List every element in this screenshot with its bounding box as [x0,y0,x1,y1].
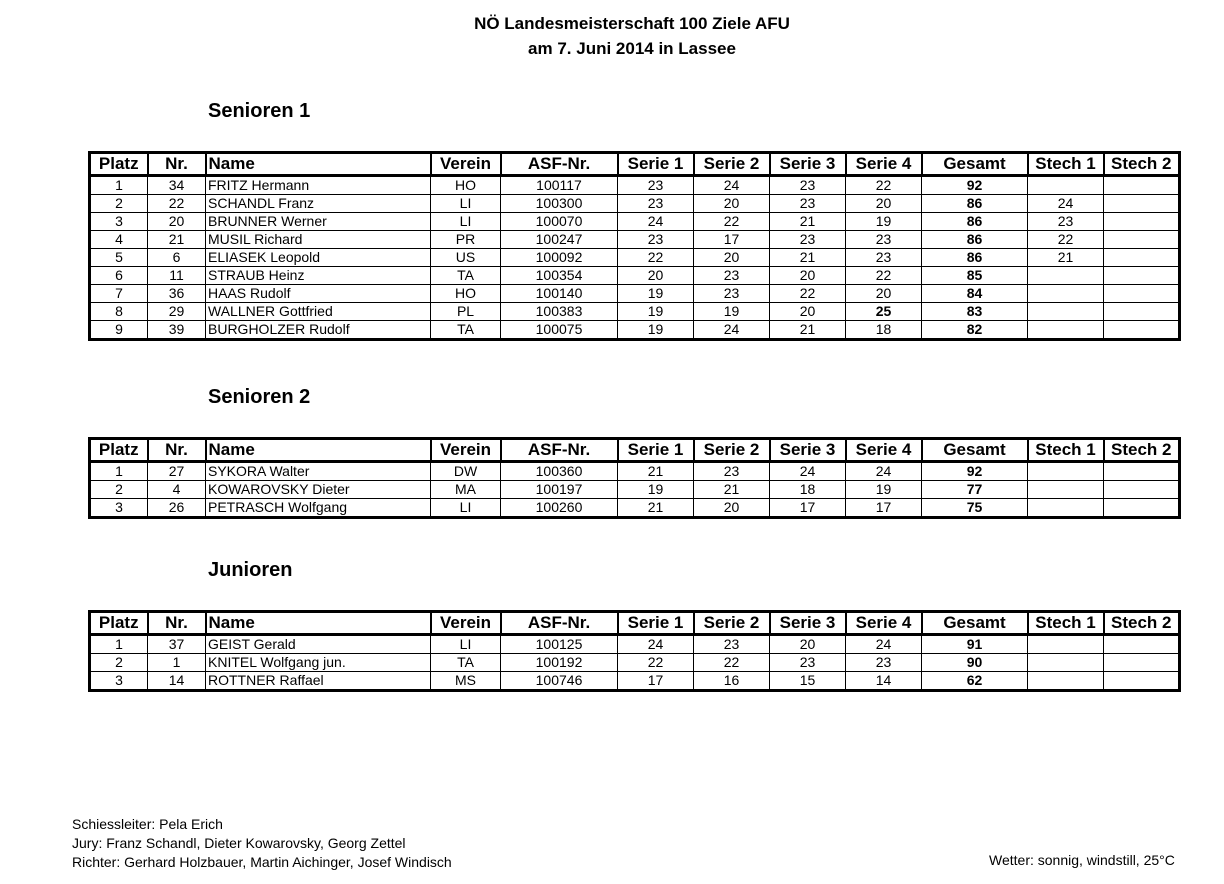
cell-serie-2: 20 [694,499,770,518]
cell-asf-nr: 100354 [501,267,618,285]
cell-gesamt: 92 [922,462,1028,481]
footer-line-schiessleiter: Schiessleiter: Pela Erich [72,816,223,832]
cell-verein: HO [431,176,501,195]
cell-serie-2: 19 [694,303,770,321]
cell-serie-4: 17 [846,499,922,518]
table-row [90,654,1180,672]
cell-verein: PL [431,303,501,321]
cell-serie-1: 21 [618,499,694,518]
cell-nr: 37 [148,635,206,654]
cell-gesamt: 92 [922,176,1028,195]
cell-serie-1: 19 [618,303,694,321]
column-header-name: Name [206,153,431,176]
cell-gesamt: 83 [922,303,1028,321]
column-header-stech-1: Stech 1 [1028,612,1104,635]
cell-stech-2 [1104,654,1180,672]
cell-platz: 2 [90,481,148,499]
cell-name: KNITEL Wolfgang jun. [206,654,431,672]
cell-stech-2 [1104,499,1180,518]
column-header-stech-2: Stech 2 [1104,612,1180,635]
cell-platz: 6 [90,267,148,285]
table-row [90,303,1180,321]
column-header-serie-1: Serie 1 [618,439,694,462]
column-header-gesamt: Gesamt [922,439,1028,462]
table-row [90,176,1180,195]
cell-serie-1: 19 [618,285,694,303]
cell-gesamt: 90 [922,654,1028,672]
cell-platz: 8 [90,303,148,321]
cell-nr: 6 [148,249,206,267]
footer-line-richter: Richter: Gerhard Holzbauer, Martin Aichinger, Josef Windisch [72,854,452,870]
cell-gesamt: 75 [922,499,1028,518]
cell-name: PETRASCH Wolfgang [206,499,431,518]
table-row [90,213,1180,231]
table-row [90,481,1180,499]
cell-nr: 21 [148,231,206,249]
cell-serie-2: 23 [694,462,770,481]
cell-platz: 7 [90,285,148,303]
cell-serie-4: 24 [846,635,922,654]
column-header-asf-nr: ASF-Nr. [501,612,618,635]
column-header-serie-1: Serie 1 [618,612,694,635]
cell-serie-4: 20 [846,195,922,213]
cell-asf-nr: 100300 [501,195,618,213]
section-title-senioren-1: Senioren 1 [208,100,311,122]
cell-asf-nr: 100075 [501,321,618,340]
cell-serie-4: 19 [846,213,922,231]
cell-name: STRAUB Heinz [206,267,431,285]
cell-nr: 4 [148,481,206,499]
footer-weather: Wetter: sonnig, windstill, 25°C [989,852,1175,868]
table-body [90,635,1180,691]
cell-platz: 5 [90,249,148,267]
cell-stech-2 [1104,303,1180,321]
column-header-verein: Verein [431,439,501,462]
cell-name: FRITZ Hermann [206,176,431,195]
cell-asf-nr: 100383 [501,303,618,321]
cell-serie-2: 16 [694,672,770,691]
cell-serie-3: 15 [770,672,846,691]
cell-asf-nr: 100092 [501,249,618,267]
column-header-name: Name [206,439,431,462]
cell-verein: LI [431,635,501,654]
cell-gesamt: 62 [922,672,1028,691]
cell-nr: 11 [148,267,206,285]
cell-asf-nr: 100117 [501,176,618,195]
cell-verein: HO [431,285,501,303]
table-row [90,249,1180,267]
column-header-asf-nr: ASF-Nr. [501,153,618,176]
column-header-serie-4: Serie 4 [846,153,922,176]
column-header-stech-2: Stech 2 [1104,439,1180,462]
table-header-row [90,612,1180,635]
column-header-serie-2: Serie 2 [694,153,770,176]
cell-serie-1: 17 [618,672,694,691]
column-header-verein: Verein [431,153,501,176]
cell-serie-3: 23 [770,231,846,249]
cell-stech-2 [1104,635,1180,654]
cell-asf-nr: 100260 [501,499,618,518]
cell-verein: TA [431,321,501,340]
section-title-junioren: Junioren [208,559,293,581]
cell-name: GEIST Gerald [206,635,431,654]
cell-serie-2: 23 [694,267,770,285]
column-header-serie-3: Serie 3 [770,612,846,635]
cell-nr: 1 [148,654,206,672]
column-header-nr: Nr. [148,153,206,176]
cell-nr: 34 [148,176,206,195]
table-body [90,462,1180,518]
cell-verein: MA [431,481,501,499]
cell-serie-2: 24 [694,176,770,195]
cell-verein: TA [431,267,501,285]
cell-stech-2 [1104,267,1180,285]
cell-nr: 39 [148,321,206,340]
column-header-gesamt: Gesamt [922,612,1028,635]
cell-serie-1: 23 [618,195,694,213]
cell-serie-3: 22 [770,285,846,303]
cell-stech-1: 24 [1028,195,1104,213]
cell-name: BRUNNER Werner [206,213,431,231]
cell-serie-2: 17 [694,231,770,249]
cell-stech-2 [1104,213,1180,231]
cell-serie-1: 23 [618,176,694,195]
cell-serie-3: 23 [770,176,846,195]
cell-asf-nr: 100070 [501,213,618,231]
cell-verein: MS [431,672,501,691]
table-body [90,176,1180,340]
cell-platz: 1 [90,635,148,654]
cell-gesamt: 86 [922,213,1028,231]
cell-nr: 22 [148,195,206,213]
cell-serie-2: 24 [694,321,770,340]
cell-serie-1: 23 [618,231,694,249]
cell-stech-1 [1028,267,1104,285]
table-row [90,321,1180,340]
cell-stech-2 [1104,176,1180,195]
cell-verein: LI [431,499,501,518]
cell-serie-2: 23 [694,635,770,654]
cell-asf-nr: 100140 [501,285,618,303]
cell-stech-1: 21 [1028,249,1104,267]
cell-gesamt: 82 [922,321,1028,340]
results-table-junioren [88,610,1181,692]
column-header-serie-2: Serie 2 [694,439,770,462]
cell-serie-4: 25 [846,303,922,321]
cell-stech-1 [1028,672,1104,691]
cell-gesamt: 85 [922,267,1028,285]
cell-serie-3: 17 [770,499,846,518]
document-title: NÖ Landesmeisterschaft 100 Ziele AFU [474,14,790,33]
column-header-nr: Nr. [148,612,206,635]
column-header-serie-1: Serie 1 [618,153,694,176]
cell-stech-2 [1104,249,1180,267]
column-header-verein: Verein [431,612,501,635]
cell-stech-2 [1104,321,1180,340]
table-row [90,672,1180,691]
cell-serie-2: 22 [694,654,770,672]
table-row [90,499,1180,518]
cell-serie-3: 24 [770,462,846,481]
column-header-stech-1: Stech 1 [1028,439,1104,462]
cell-serie-4: 23 [846,654,922,672]
cell-stech-1: 23 [1028,213,1104,231]
column-header-serie-4: Serie 4 [846,612,922,635]
cell-platz: 3 [115,499,123,515]
cell-serie-4: 22 [846,176,922,195]
cell-platz: 1 [90,176,148,195]
cell-name: ELIASEK Leopold [206,249,431,267]
cell-asf-nr: 100746 [501,672,618,691]
cell-stech-2 [1104,231,1180,249]
cell-name: MUSIL Richard [206,231,431,249]
cell-asf-nr: 100125 [501,635,618,654]
cell-stech-1 [1028,321,1104,340]
cell-serie-1: 24 [618,635,694,654]
column-header-stech-1: Stech 1 [1028,153,1104,176]
cell-name: SCHANDL Franz [206,195,431,213]
column-header-nr: Nr. [148,439,206,462]
column-header-platz: Platz [90,439,148,462]
column-header-platz: Platz [90,612,148,635]
cell-asf-nr: 100360 [501,462,618,481]
cell-name: KOWAROVSKY Dieter [206,481,431,499]
table-row [90,635,1180,654]
table-row [90,231,1180,249]
column-header-gesamt: Gesamt [922,153,1028,176]
column-header-stech-2: Stech 2 [1104,153,1180,176]
cell-stech-1 [1028,499,1104,518]
table-header-row [90,153,1180,176]
cell-serie-2: 20 [694,249,770,267]
cell-asf-nr: 100197 [501,481,618,499]
table-row [90,195,1180,213]
cell-nr: 27 [148,462,206,481]
cell-nr: 36 [148,285,206,303]
cell-stech-1 [1028,176,1104,195]
cell-platz: 1 [90,462,148,481]
cell-serie-4: 14 [846,672,922,691]
cell-serie-1: 19 [618,321,694,340]
cell-serie-3: 21 [770,213,846,231]
cell-serie-3: 23 [770,654,846,672]
cell-gesamt: 86 [922,231,1028,249]
cell-verein: DW [431,462,501,481]
cell-serie-4: 24 [846,462,922,481]
table-row [90,462,1180,481]
document-subtitle: am 7. Juni 2014 in Lassee [528,39,736,58]
results-table-senioren-1 [88,151,1181,341]
cell-stech-2 [1104,285,1180,303]
cell-serie-3: 18 [770,481,846,499]
column-header-serie-3: Serie 3 [770,153,846,176]
cell-platz: 3 [90,213,148,231]
table-header-row [90,439,1180,462]
cell-serie-4: 23 [846,249,922,267]
cell-serie-2: 22 [694,213,770,231]
cell-serie-2: 23 [694,285,770,303]
cell-serie-3: 20 [770,635,846,654]
table-row [90,267,1180,285]
cell-nr: 26 [148,499,206,518]
cell-gesamt: 91 [922,635,1028,654]
cell-serie-3: 21 [770,249,846,267]
cell-serie-4: 23 [846,231,922,249]
cell-verein: LI [431,195,501,213]
cell-verein: TA [431,654,501,672]
cell-stech-1 [1028,285,1104,303]
cell-serie-1: 22 [618,654,694,672]
column-header-serie-4: Serie 4 [846,439,922,462]
cell-name: HAAS Rudolf [206,285,431,303]
cell-serie-3: 20 [770,303,846,321]
cell-verein: LI [431,213,501,231]
cell-stech-2 [1104,462,1180,481]
cell-verein: PR [431,231,501,249]
footer-line-jury: Jury: Franz Schandl, Dieter Kowarovsky, Georg Zettel [72,835,406,851]
cell-asf-nr: 100192 [501,654,618,672]
cell-stech-1: 22 [1028,231,1104,249]
cell-stech-1 [1028,462,1104,481]
cell-serie-4: 22 [846,267,922,285]
column-header-serie-2: Serie 2 [694,612,770,635]
cell-stech-1 [1028,481,1104,499]
cell-serie-3: 21 [770,321,846,340]
cell-serie-1: 21 [618,462,694,481]
cell-verein: US [431,249,501,267]
cell-stech-1 [1028,654,1104,672]
cell-serie-1: 19 [618,481,694,499]
cell-stech-1 [1028,303,1104,321]
cell-platz: 3 [115,672,123,688]
cell-platz: 2 [90,654,148,672]
footer-officials [72,815,452,872]
column-header-platz: Platz [90,153,148,176]
table-row [90,285,1180,303]
column-header-asf-nr: ASF-Nr. [501,439,618,462]
cell-serie-4: 18 [846,321,922,340]
cell-serie-3: 23 [770,195,846,213]
cell-gesamt: 86 [922,249,1028,267]
cell-serie-1: 24 [618,213,694,231]
cell-serie-3: 20 [770,267,846,285]
cell-name: BURGHOLZER Rudolf [206,321,431,340]
cell-serie-1: 22 [618,249,694,267]
column-header-name: Name [206,612,431,635]
results-table-senioren-2 [88,437,1181,519]
cell-asf-nr: 100247 [501,231,618,249]
cell-serie-4: 20 [846,285,922,303]
cell-serie-2: 21 [694,481,770,499]
cell-stech-2 [1104,481,1180,499]
cell-stech-2 [1104,672,1180,691]
cell-serie-2: 20 [694,195,770,213]
cell-name: SYKORA Walter [206,462,431,481]
cell-nr: 14 [148,672,206,691]
cell-name: WALLNER Gottfried [206,303,431,321]
cell-stech-2 [1104,195,1180,213]
cell-gesamt: 77 [922,481,1028,499]
cell-serie-4: 19 [846,481,922,499]
cell-gesamt: 84 [922,285,1028,303]
cell-stech-1 [1028,635,1104,654]
cell-platz: 9 [115,321,123,337]
section-title-senioren-2: Senioren 2 [208,386,311,408]
cell-nr: 20 [148,213,206,231]
cell-gesamt: 86 [922,195,1028,213]
cell-serie-1: 20 [618,267,694,285]
cell-platz: 2 [90,195,148,213]
cell-name: ROTTNER Raffael [206,672,431,691]
cell-platz: 4 [90,231,148,249]
cell-nr: 29 [148,303,206,321]
column-header-serie-3: Serie 3 [770,439,846,462]
